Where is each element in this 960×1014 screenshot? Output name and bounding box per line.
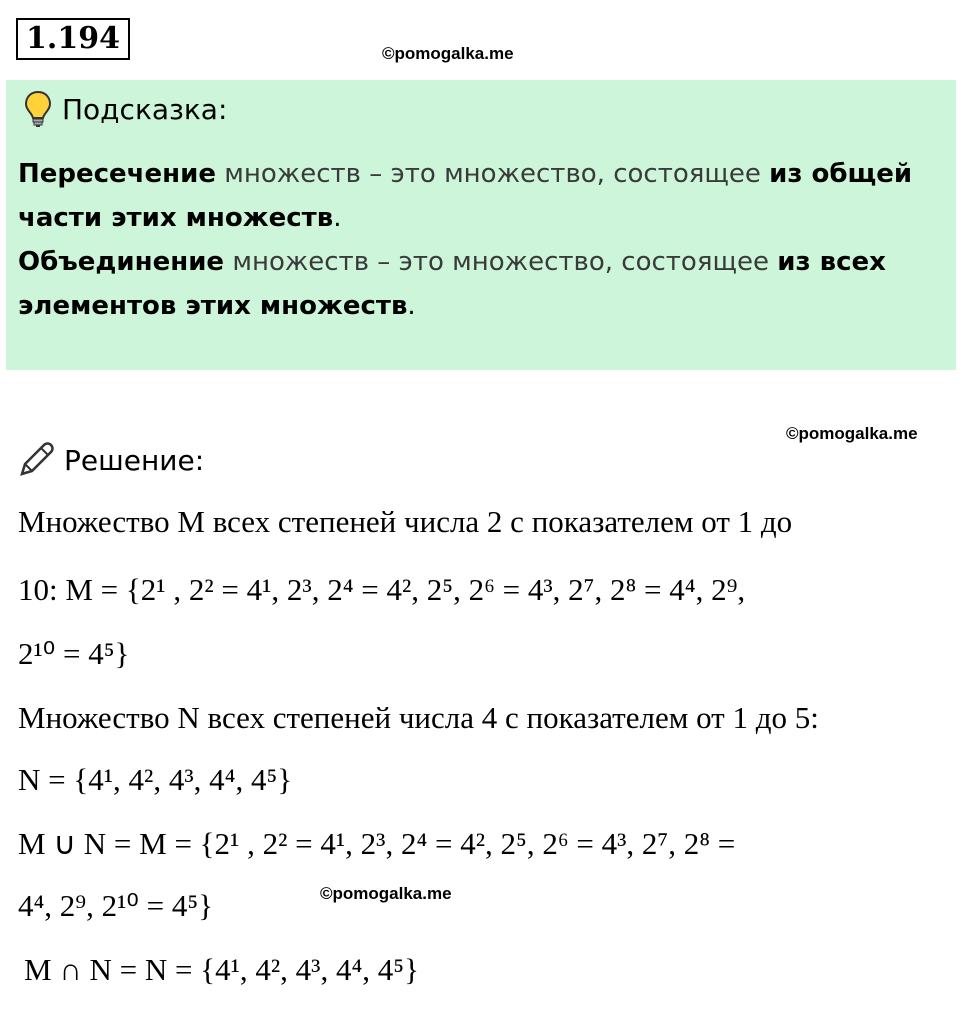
solution-line: M ∪ N = M = {2¹ , 2² = 4¹, 2³, 2⁴ = 4², 2⁵, 2⁶ = 4³, 2⁷, 2⁸ =: [18, 826, 736, 861]
watermark: ©pomogalka.me: [320, 884, 452, 903]
solution-line: Множество M всех степеней числа 2 с показателем от 1 до: [18, 504, 793, 539]
watermark: ©pomogalka.me: [382, 44, 514, 63]
solution-title: Решение:: [16, 440, 204, 480]
task-number: 1.194: [16, 18, 130, 60]
solution-line: M ∩ N = N = {4¹, 4², 4³, 4⁴, 4⁵}: [24, 952, 419, 987]
hint-title: Подсказка:: [24, 90, 227, 128]
solution-line: Множество N всех степеней числа 4 с показателем от 1 до 5:: [18, 700, 819, 735]
lightbulb-icon: [24, 90, 52, 128]
solution-line: 2¹⁰ = 4⁵}: [18, 636, 130, 671]
hint-paragraph-union: Объединение множеств – это множество, состоящее из всех элементов этих множеств.: [18, 247, 886, 321]
solution-line: 4⁴, 2⁹, 2¹⁰ = 4⁵}: [18, 888, 214, 923]
hint-text: [18, 152, 948, 328]
hint-box: [6, 80, 956, 370]
solution-line: 10: M = {2¹ , 2² = 4¹, 2³, 2⁴ = 4², 2⁵, 2⁶ = 4³, 2⁷, 2⁸ = 4⁴, 2⁹,: [18, 572, 746, 607]
watermark: ©pomogalka.me: [786, 424, 918, 443]
pencil-icon: [16, 440, 56, 480]
solution-line: N = {4¹, 4², 4³, 4⁴, 4⁵}: [18, 762, 293, 797]
hint-paragraph-intersection: Пересечение множеств – это множество, состоящее из общей части этих множеств.: [18, 159, 913, 233]
